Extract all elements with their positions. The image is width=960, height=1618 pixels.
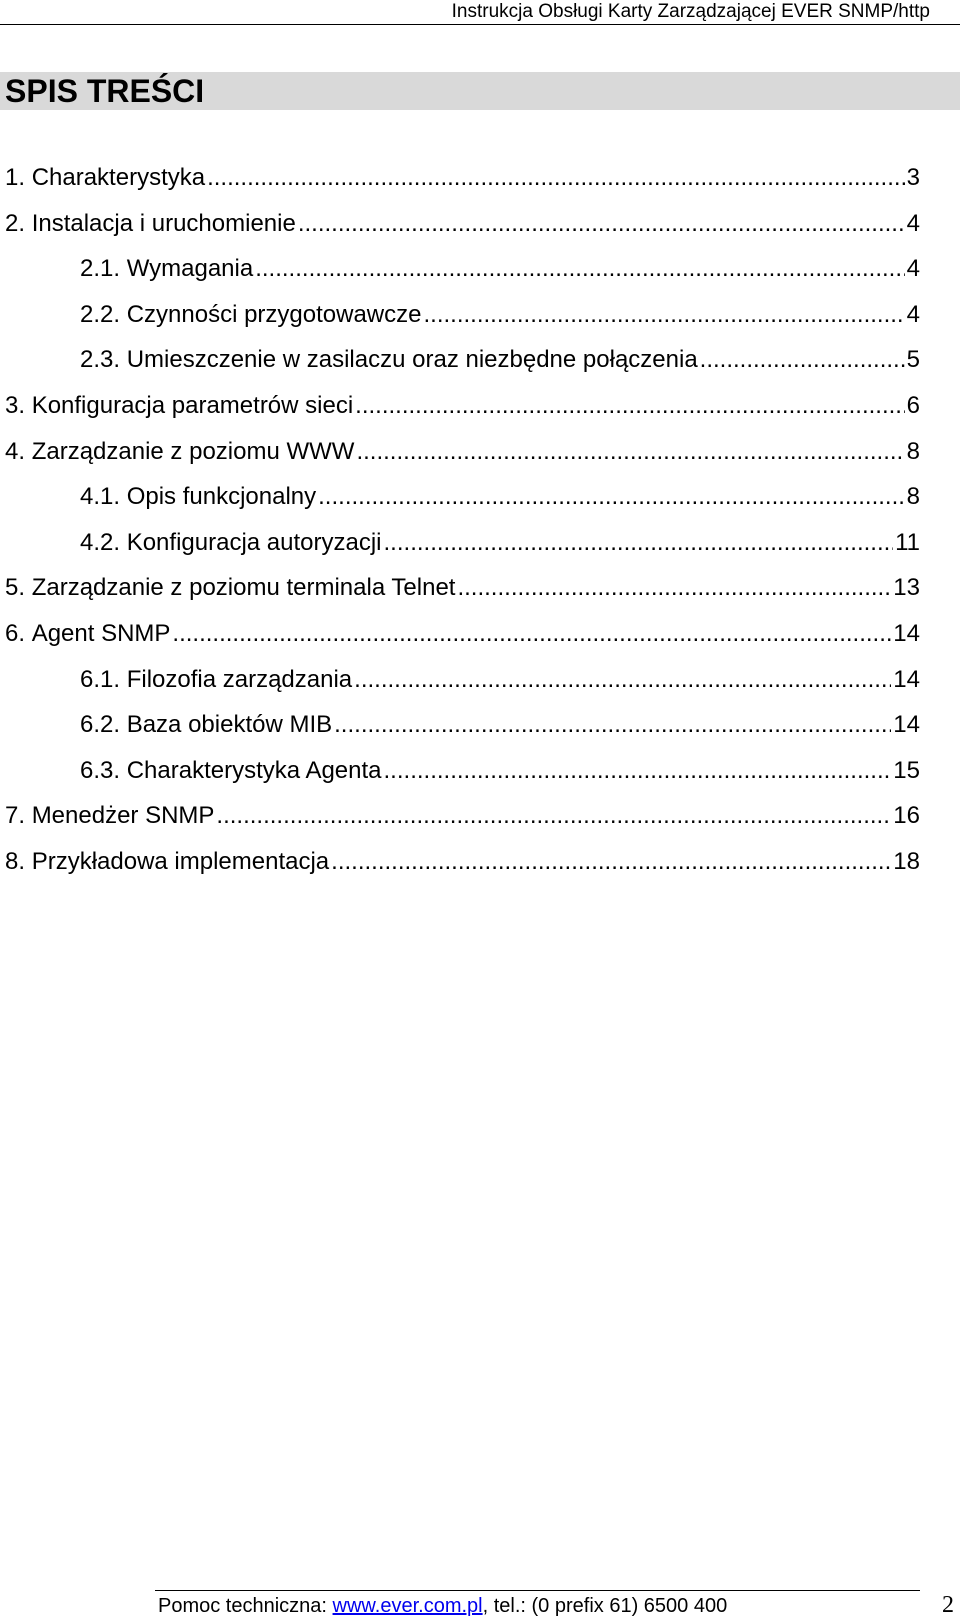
toc-entry[interactable] <box>0 748 960 794</box>
footer <box>158 1594 727 1618</box>
toc-entry-page: 13 <box>893 574 920 602</box>
toc-entry-page: 15 <box>893 756 920 784</box>
toc-entry-number: 2. <box>5 209 26 237</box>
toc-entry[interactable] <box>0 611 960 657</box>
toc-entry-number: 3. <box>5 391 26 419</box>
toc-entry[interactable] <box>0 520 960 566</box>
toc-dot-leader <box>384 520 894 566</box>
toc-entry-number: 1. <box>5 164 26 191</box>
toc-entry-label: Opis funkcjonalny <box>126 483 317 511</box>
toc-dot-leader <box>424 292 905 338</box>
toc-entry-number: 6.1. <box>80 665 121 693</box>
header-divider <box>0 24 960 25</box>
toc-entry-page: 5 <box>906 346 920 374</box>
toc-entry-label: Czynności przygotowawcze <box>126 300 422 328</box>
toc-entry[interactable] <box>0 337 960 383</box>
toc-dot-leader <box>354 657 891 703</box>
toc-entry-number: 8. <box>5 847 26 875</box>
toc-entry-page: 14 <box>893 619 920 647</box>
toc-entry-page: 8 <box>906 437 920 465</box>
section-title-bar <box>0 72 960 110</box>
toc-entry-label: Zarządzanie z poziomu terminala Telnet <box>31 574 456 602</box>
toc-entry-number: 6. <box>5 619 26 647</box>
toc-entry-number: 4.2. <box>80 528 121 556</box>
toc-dot-leader <box>355 383 904 429</box>
footer-divider <box>155 1590 920 1591</box>
toc-entry-label: Charakterystyka Agenta <box>126 756 382 784</box>
toc-entry-label: Agent SNMP <box>31 619 171 647</box>
toc-entry-label: Charakterystyka <box>31 164 206 191</box>
toc-entry-page: 4 <box>906 209 920 237</box>
toc-entry-page: 6 <box>906 391 920 419</box>
toc-dot-leader <box>331 839 891 885</box>
page-number: 2 <box>942 1592 954 1618</box>
toc-entry[interactable] <box>0 702 960 748</box>
toc-entry-page: 18 <box>893 847 920 875</box>
table-of-contents <box>0 155 960 885</box>
toc-dot-leader <box>255 246 904 292</box>
toc-entry-number: 2.3. <box>80 346 121 374</box>
toc-entry-number: 4. <box>5 437 26 465</box>
toc-entry-page: 14 <box>893 665 920 693</box>
toc-dot-leader <box>334 702 891 748</box>
toc-entry-number: 2.1. <box>80 255 121 283</box>
running-header: Instrukcja Obsługi Karty Zarządzającej EVER SNMP/http <box>451 1 930 22</box>
toc-entry-label: Instalacja i uruchomienie <box>31 209 296 237</box>
toc-entry-label: Konfiguracja autoryzacji <box>126 528 382 556</box>
toc-dot-leader <box>700 337 905 383</box>
toc-dot-leader <box>298 201 905 247</box>
toc-dot-leader <box>207 155 905 201</box>
toc-entry-label: Baza obiektów MIB <box>126 711 333 739</box>
toc-dot-leader <box>216 793 891 839</box>
toc-entry[interactable] <box>0 657 960 703</box>
toc-dot-leader <box>457 565 891 611</box>
toc-entry-page: 4 <box>906 300 920 328</box>
toc-entry-page: 14 <box>893 711 920 739</box>
toc-entry-number: 2.2. <box>80 300 121 328</box>
toc-entry-label: Przykładowa implementacja <box>31 847 330 875</box>
toc-entry-page: 11 <box>895 528 920 556</box>
toc-entry[interactable] <box>0 155 960 201</box>
toc-entry[interactable] <box>0 429 960 475</box>
toc-entry-number: 5. <box>5 574 26 602</box>
toc-entry-label: Wymagania <box>126 255 254 283</box>
toc-entry-number: 6.3. <box>80 756 121 784</box>
toc-entry[interactable] <box>0 474 960 520</box>
toc-entry-page: 3 <box>906 164 920 191</box>
toc-dot-leader <box>172 611 891 657</box>
toc-entry-label: Zarządzanie z poziomu WWW <box>31 437 355 465</box>
toc-entry-page: 8 <box>906 483 920 511</box>
toc-entry[interactable] <box>0 246 960 292</box>
toc-dot-leader <box>318 474 905 520</box>
toc-entry[interactable] <box>0 292 960 338</box>
footer-website-link[interactable]: www.ever.com.pl <box>332 1595 483 1617</box>
toc-entry-page: 4 <box>906 255 920 283</box>
toc-entry[interactable] <box>0 201 960 247</box>
toc-entry-label: Umieszczenie w zasilaczu oraz niezbędne połączenia <box>126 346 698 374</box>
toc-entry-label: Konfiguracja parametrów sieci <box>31 391 354 419</box>
footer-phone: , tel.: (0 prefix 61) 6500 400 <box>482 1595 728 1617</box>
toc-entry[interactable] <box>0 565 960 611</box>
section-title: SPIS TREŚCI <box>5 73 205 109</box>
toc-entry-label: Filozofia zarządzania <box>126 665 353 693</box>
toc-entry[interactable] <box>0 793 960 839</box>
toc-entry-number: 4.1. <box>80 483 121 511</box>
toc-dot-leader <box>356 429 904 475</box>
toc-entry-number: 6.2. <box>80 711 121 739</box>
toc-entry[interactable] <box>0 383 960 429</box>
toc-entry[interactable] <box>0 839 960 885</box>
footer-support-label: Pomoc techniczna: <box>158 1595 327 1617</box>
toc-entry-number: 7. <box>5 802 26 830</box>
toc-entry-label: Menedżer SNMP <box>31 802 215 830</box>
toc-entry-page: 16 <box>893 802 920 830</box>
toc-dot-leader <box>384 748 892 794</box>
